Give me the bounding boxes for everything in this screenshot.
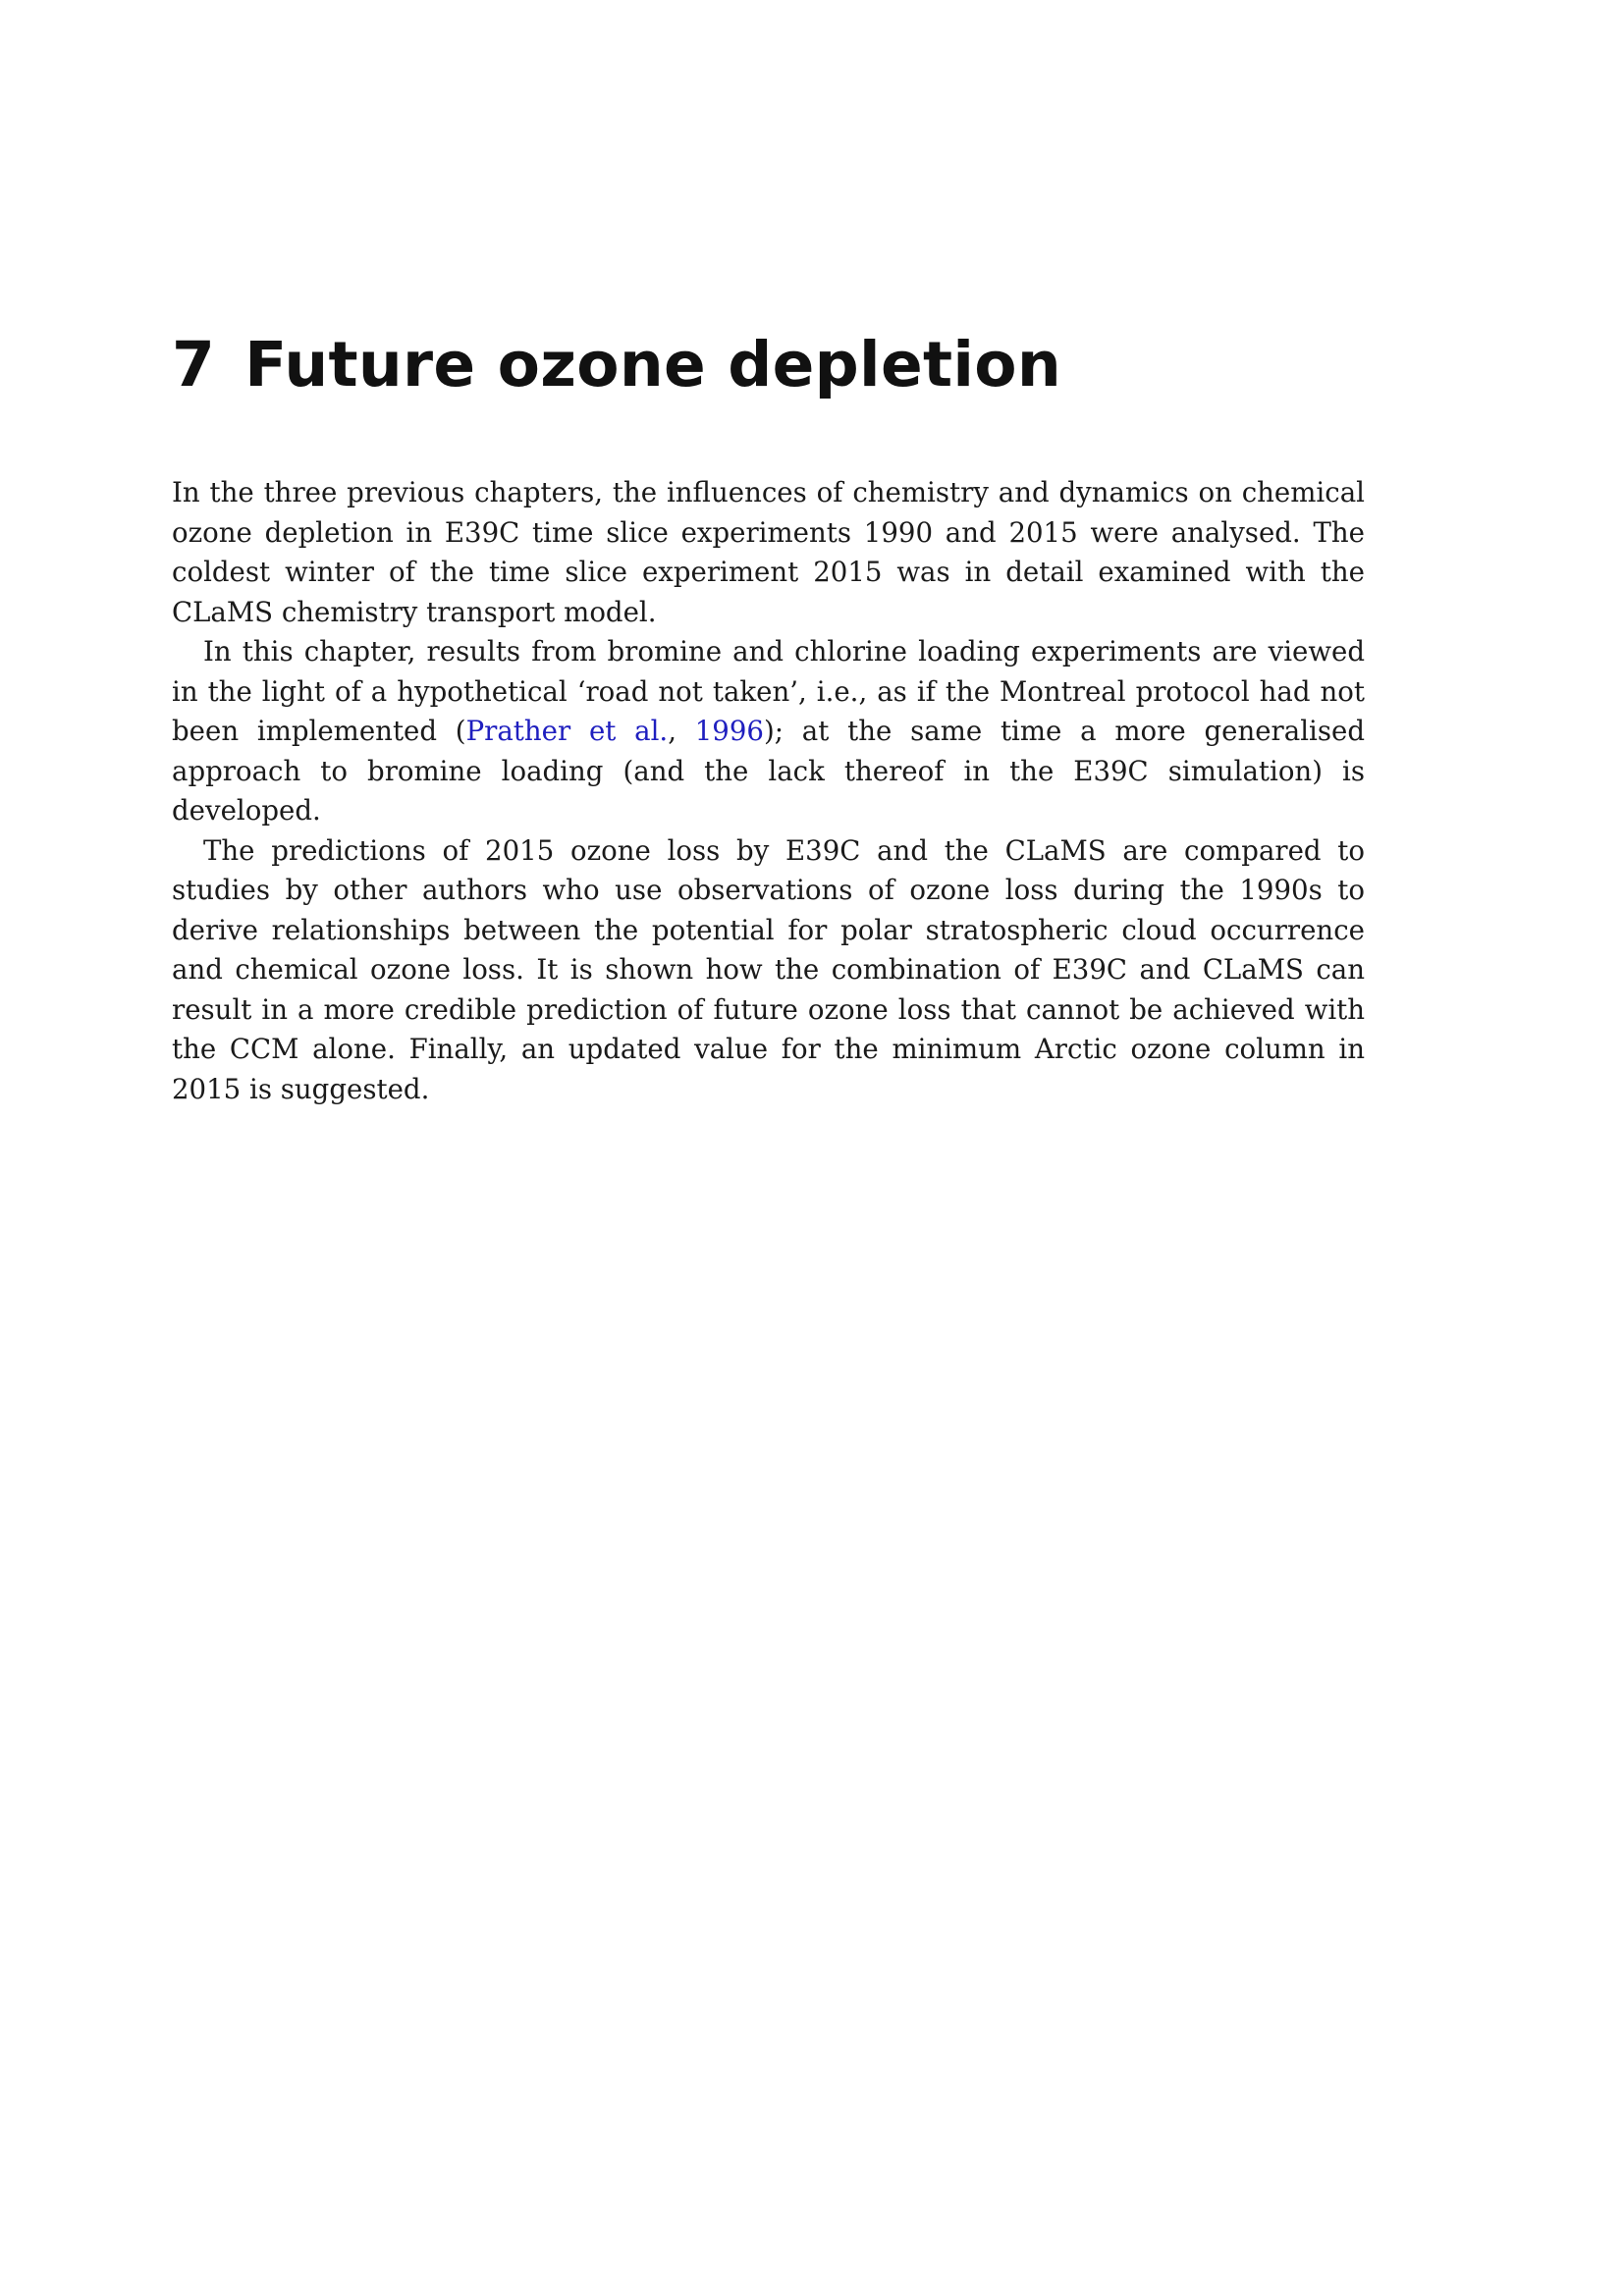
paragraph-3: The predictions of 2015 ozone loss by E39C and the CLaMS are compared to studies by other authors who use observations of ozone loss during the 1990s to derive relationships between the potential for polar stratospheric cloud occurrence and chemical ozone loss. It is shown how the combination of E39C and CLaMS can result in a more credible prediction of future ozone loss that cannot be achieved with the CCM alone. Finally, an updated value for the minimum Arctic ozone column in 2015 is suggested. xyxy=(172,833,1365,1105)
chapter-heading xyxy=(172,329,1062,400)
citation-author-link[interactable]: Prather et al. xyxy=(465,715,669,747)
chapter-title: Future ozone depletion xyxy=(244,329,1062,400)
paragraph-1: In the three previous chapters, the influences of chemistry and dynamics on chemical ozone depletion in E39C time slice experiments 1990 and 2015 were analysed. The coldest winter of the time slice experiment 2015 was in detail examined with the CLaMS chemistry transport model. xyxy=(172,476,1365,628)
paragraph-2-text-before: In this chapter, results from bromine and chlorine loading experiments are viewed in the light of a hypothetical ‘road not taken’, i.e., as if the Montreal protocol had not been implemented ( xyxy=(172,635,1365,747)
paragraph-2-text-after: ); at the same time a more generalised approach to bromine loading (and the lack thereof in the E39C simulation) is developed. xyxy=(172,715,1365,827)
chapter-body xyxy=(172,473,1365,1109)
chapter-number: 7 xyxy=(172,329,216,400)
citation-year-link[interactable]: 1996 xyxy=(694,715,764,747)
citation-separator: , xyxy=(668,715,695,747)
paragraph-2 xyxy=(172,632,1365,831)
